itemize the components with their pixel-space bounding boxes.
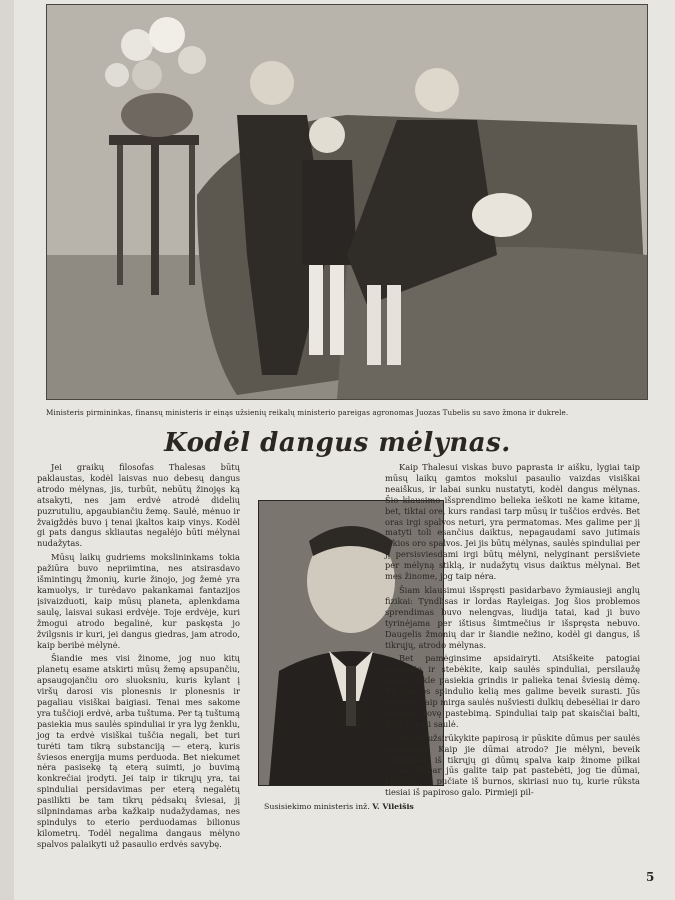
- portrait-caption-name: V. Vileišis: [372, 802, 414, 811]
- left-paragraph: Šiandie mes visi žinome, jog nuo kitų planetų esame atskirti mūsų žemę apsupančiu, apsaugojančiu oro sluoksniu, kuris kylant į viršų darosi vis plonesnis ir plonesnis ir pagaliau visiškai baigiasi. Tenai mes sakome yra tuščioji erdvė, arba tuštuma. Per tą tuštumą pasiekia mus saulės spinduliai ir yra lyg ženklu, jog ta erdvė visiškai tuščia negali, bet turi turėti tam tikrą substanciją — eterą, kuris šviesos energija mums perduoda. Bet niekumet nėra pasisekę tą eterą suimti, jo buvimą konkrečiai įrodyti. Jei taip ir tikrųjų yra, tai spinduliai persidavimas per eterą negalėtų pasilikti be tam tikrų pėdsakų šviesai, jį silpnindamas arba kažkaip nudažydamas, nes spindulys to eterio perduodamas bilionus kilometrų. Todėl negalima dangaus mėlyno spalvos palaikyti už pasaulio erdvės savybę.: [37, 653, 240, 849]
- page-number: 5: [646, 870, 655, 884]
- right-paragraph: Dabar užsirūkykite papirosą ir pūskite dūmus per saulės spindulius. Kaip jie dūmai atrodo? Jie mėlyni, beveik violetiniai, iš tikrųjų gi dūmų spalva kaip žinome pilkai juoda. Dabar jūs galite taip pat pastebėti, jog tie dūmai, kuriuos jūs pučiate iš burnos, skiriasi nuo tų, kurie rūksta tiesiai iš papiroso galo. Pirmieji pil-: [385, 732, 640, 798]
- family-photograph: [46, 4, 648, 400]
- left-paragraph: Mūsų laikų gudriems mokslininkams tokia pažiūra buvo nepriimtina, nes atsirasdavo išmintingų žmonių, kurie žinojo, jog žemė yra kamuolys, ir turėdavo pakankamai fantazijos įsivaizduoti, kaip mūsų planeta, aplenkdama saulę, laisvai sukasi erdvėje. Toje erdvėje, kuri žmogui atrodo begalinė, kur paskęsta jo žvilgsnis ir kuri, jei dangus giedras, jam atrodo, kaip beribė mėlynė.: [37, 552, 240, 650]
- left-paragraph: Jei graikų filosofas Thalesas būtų paklaustas, kodėl laisvas nuo debesų dangus atrodo mėlynas, jis, turbūt, nebūtų žinojęs ką atsakyti, nes jam erdvė atrodė didelių puzrutuliu, apgaubiančiu žemę. Saulė, mėnuo ir žvaigždės buvo į tenai įkaltos kaip vinys. Kodėl gi pats dangus skliautas negalėjo būti mėlynai nudažytas.: [37, 462, 240, 549]
- left-column: [37, 462, 240, 853]
- right-paragraph: Kaip Thalesui viskas buvo paprasta ir aišku, lygiai taip mūsų laikų gamtos mokslui pasaulio vaizdas visiškai neaiškus, ir labai sunku nustatyti, kodėl dangus mėlynas. Šio klausimo išsprendimo beliekа ieškoti ne kame kitame, bet, tiktai ore, kurs randasi tarp mūsų ir tuščios erdvės. Bet oras irgi spalvos neturi, yra permatomas. Mes galime per jį matyti toli esančius daiktus, nepagaudami savo jutimais jokios oro spalvos. Jei jis būtų mėlynas, saulės spinduliai per jį persisviesdami irgi būtų mėlyni, nelyginant persišviete per mėlyną stiklą, ir nudažytų visus daiktus mėlynai. Bet mes žinome, jog taip nėra.: [385, 462, 640, 582]
- portrait-caption-prefix: Susisiekimo ministeris inž.: [264, 802, 370, 811]
- article-title: Kodėl dangus mėlynas.: [164, 428, 511, 458]
- family-photo-art: [47, 5, 647, 399]
- right-column: [385, 462, 640, 801]
- right-paragraph: Bet pamėginsime apsidairyti. Atsiškeite patogiai sėdynėje ir stebėkite, kaip saulės spinduliai, persilaužę lango stikle pasiekia grindis ir palieka tenai šviesią dėmę. Tą šviesos spindulio kelią mes galime beveik surasti. Jūs matote, kaip mirga saulės nušviesti dulkių debesėliai ir daro šviesos srovę pastebimą. Spinduliai taip pat skaisčiai balti, kaip ir pati saulė.: [385, 653, 640, 729]
- right-paragraph: Šiam klausimui išspręsti pasidarbavo žymiausieji anglų fizikai: Tyndlisas ir lordas Rayleigas. Jog šios problemos sprendimas buvo nelengvas, liudija tatai, kad ji buvo tyrinėjama per ištisus šimtmečius ir išspręsta nebuvo. Daugelis žmonių dar ir šiandie nežino, kodėl gi dangus, iš tikrųjų, atrodo mėlynas.: [385, 584, 640, 650]
- top-photo-caption: Ministeris pirmininkas, finansų ministeris ir einąs užsienių reikalų ministerio pareigas agronomas Juozas Tubelis su savo žmona ir dukrele.: [46, 408, 569, 417]
- portrait-caption: [264, 802, 464, 811]
